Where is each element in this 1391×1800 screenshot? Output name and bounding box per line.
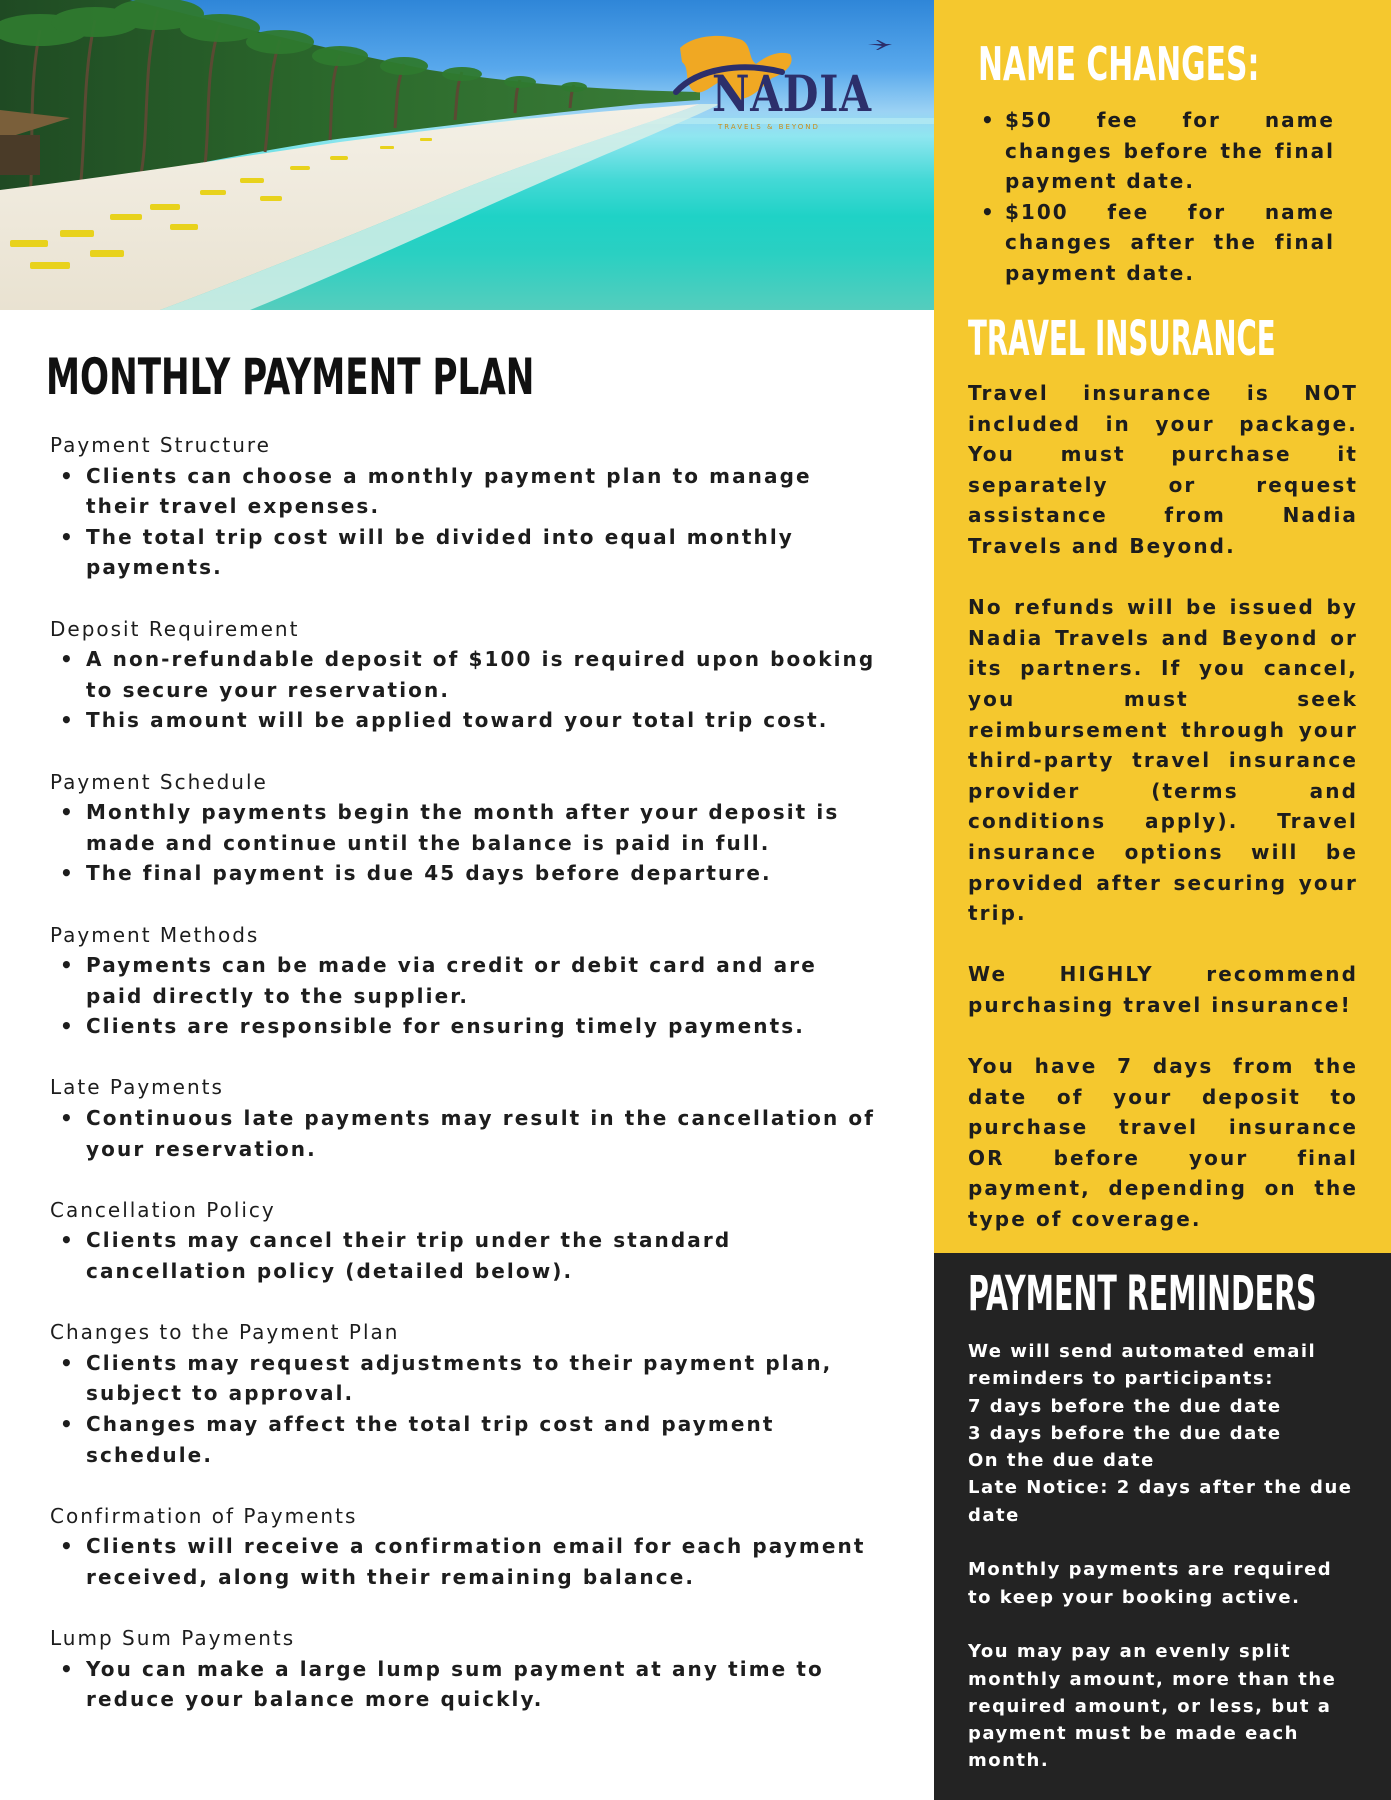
- reminder-line: 7 days before the due date: [968, 1395, 1282, 1417]
- section-lump-sum-payments: [50, 1623, 880, 1715]
- list-item: • Changes may affect the total trip cost and payment schedule.: [50, 1409, 880, 1470]
- section-heading: Lump Sum Payments: [50, 1626, 296, 1651]
- name-changes-list: [979, 105, 1335, 289]
- bullet-list: [50, 1654, 880, 1715]
- list-item: • The total trip cost will be divided into equal monthly payments.: [50, 522, 880, 583]
- list-item: • Clients may request adjustments to their payment plan, subject to approval.: [50, 1348, 880, 1409]
- name-changes-title: NAME CHANGES:: [978, 37, 1260, 91]
- section-changes-to-plan: [50, 1317, 880, 1470]
- bullet-list: [50, 1348, 880, 1470]
- bullet-list: [50, 797, 880, 889]
- reminders-note: You may pay an evenly split monthly amount, more than the required amount, or less, but a payment must be made each month.: [968, 1641, 1337, 1772]
- bullet-list: [50, 950, 880, 1042]
- logo-name: NADIA: [712, 64, 872, 123]
- section-heading: Payment Schedule: [50, 769, 268, 794]
- brand-logo: [672, 28, 912, 138]
- travel-insurance-body: [968, 378, 1358, 1265]
- section-payment-methods: [50, 920, 880, 1042]
- section-cancellation-policy: [50, 1195, 880, 1287]
- section-heading: Cancellation Policy: [50, 1197, 276, 1222]
- list-item: • The final payment is due 45 days before departure.: [50, 858, 880, 889]
- section-heading: Payment Methods: [50, 922, 260, 947]
- reminders-note: Monthly payments are required to keep your booking active.: [968, 1559, 1333, 1608]
- bullet-list: [50, 644, 880, 736]
- list-item: • $50 fee for name changes before the final payment date.: [979, 105, 1335, 197]
- insurance-paragraph: You have 7 days from the date of your deposit to purchase travel insurance OR before your final payment, depending on the type of coverage.: [968, 1054, 1358, 1232]
- insurance-paragraph: Travel insurance is NOT included in your package. You must purchase it separately or request assistance from Nadia Travels and Beyond.: [968, 381, 1358, 558]
- insurance-paragraph: We HIGHLY recommend purchasing travel insurance!: [968, 962, 1358, 1017]
- list-item: • Clients may cancel their trip under the standard cancellation policy (detailed below).: [50, 1225, 880, 1286]
- section-heading: Deposit Requirement: [50, 616, 300, 641]
- section-late-payments: [50, 1072, 880, 1164]
- section-heading: Confirmation of Payments: [50, 1503, 358, 1528]
- list-item: • Clients can choose a monthly payment plan to manage their travel expenses.: [50, 461, 880, 522]
- section-heading: Late Payments: [50, 1075, 224, 1100]
- list-item: • $100 fee for name changes after the final payment date.: [979, 197, 1335, 289]
- list-item: • A non-refundable deposit of $100 is required upon booking to secure your reservation.: [50, 644, 880, 705]
- bullet-list: [50, 1103, 880, 1164]
- list-item: • Clients will receive a confirmation email for each payment received, along with their remaining balance.: [50, 1531, 880, 1592]
- list-item: • This amount will be applied toward your total trip cost.: [50, 705, 880, 736]
- policy-sidebar: [934, 0, 1391, 1800]
- section-payment-schedule: [50, 767, 880, 889]
- reminder-line: On the due date: [968, 1450, 1155, 1472]
- bullet-list: [50, 1225, 880, 1286]
- list-item: • Payments can be made via credit or debit card and are paid directly to the supplier.: [50, 950, 880, 1011]
- section-heading: Payment Structure: [50, 433, 271, 457]
- section-payment-structure: [50, 430, 880, 583]
- reminder-line: 3 days before the due date: [968, 1422, 1282, 1444]
- bullet-list: [50, 461, 880, 583]
- list-item: • Clients are responsible for ensuring timely payments.: [50, 1011, 880, 1042]
- list-item: • Continuous late payments may result in the cancellation of your reservation.: [50, 1103, 880, 1164]
- section-heading: Changes to the Payment Plan: [50, 1320, 400, 1345]
- payment-reminders-title: PAYMENT REMINDERS: [968, 1266, 1317, 1322]
- section-deposit-requirement: [50, 614, 880, 736]
- bullet-list: [50, 1531, 880, 1592]
- hero-beach-image: [0, 0, 934, 310]
- list-item: • Monthly payments begin the month after your deposit is made and continue until the balance is paid in full.: [50, 797, 880, 858]
- airplane-icon: [868, 40, 892, 50]
- page-title: MONTHLY PAYMENT PLAN: [46, 348, 535, 406]
- section-confirmation-of-payments: [50, 1501, 880, 1593]
- travel-insurance-title: TRAVEL INSURANCE: [968, 311, 1276, 367]
- reminder-line: Late Notice: 2 days after the due date: [968, 1477, 1353, 1526]
- insurance-paragraph: No refunds will be issued by Nadia Travels and Beyond or its partners. If you cancel, you must seek reimbursement through your third-party travel insurance provider (terms and conditions apply). Travel insurance options will be provided after securing your trip.: [968, 595, 1358, 926]
- reminders-intro: We will send automated email reminders to participants:: [968, 1341, 1317, 1390]
- list-item: • You can make a large lump sum payment at any time to reduce your balance more quickly.: [50, 1654, 880, 1715]
- logo-tagline: TRAVELS & BEYOND: [718, 123, 820, 131]
- payment-reminders-body: [968, 1338, 1363, 1775]
- payment-plan-sections: [50, 430, 880, 1746]
